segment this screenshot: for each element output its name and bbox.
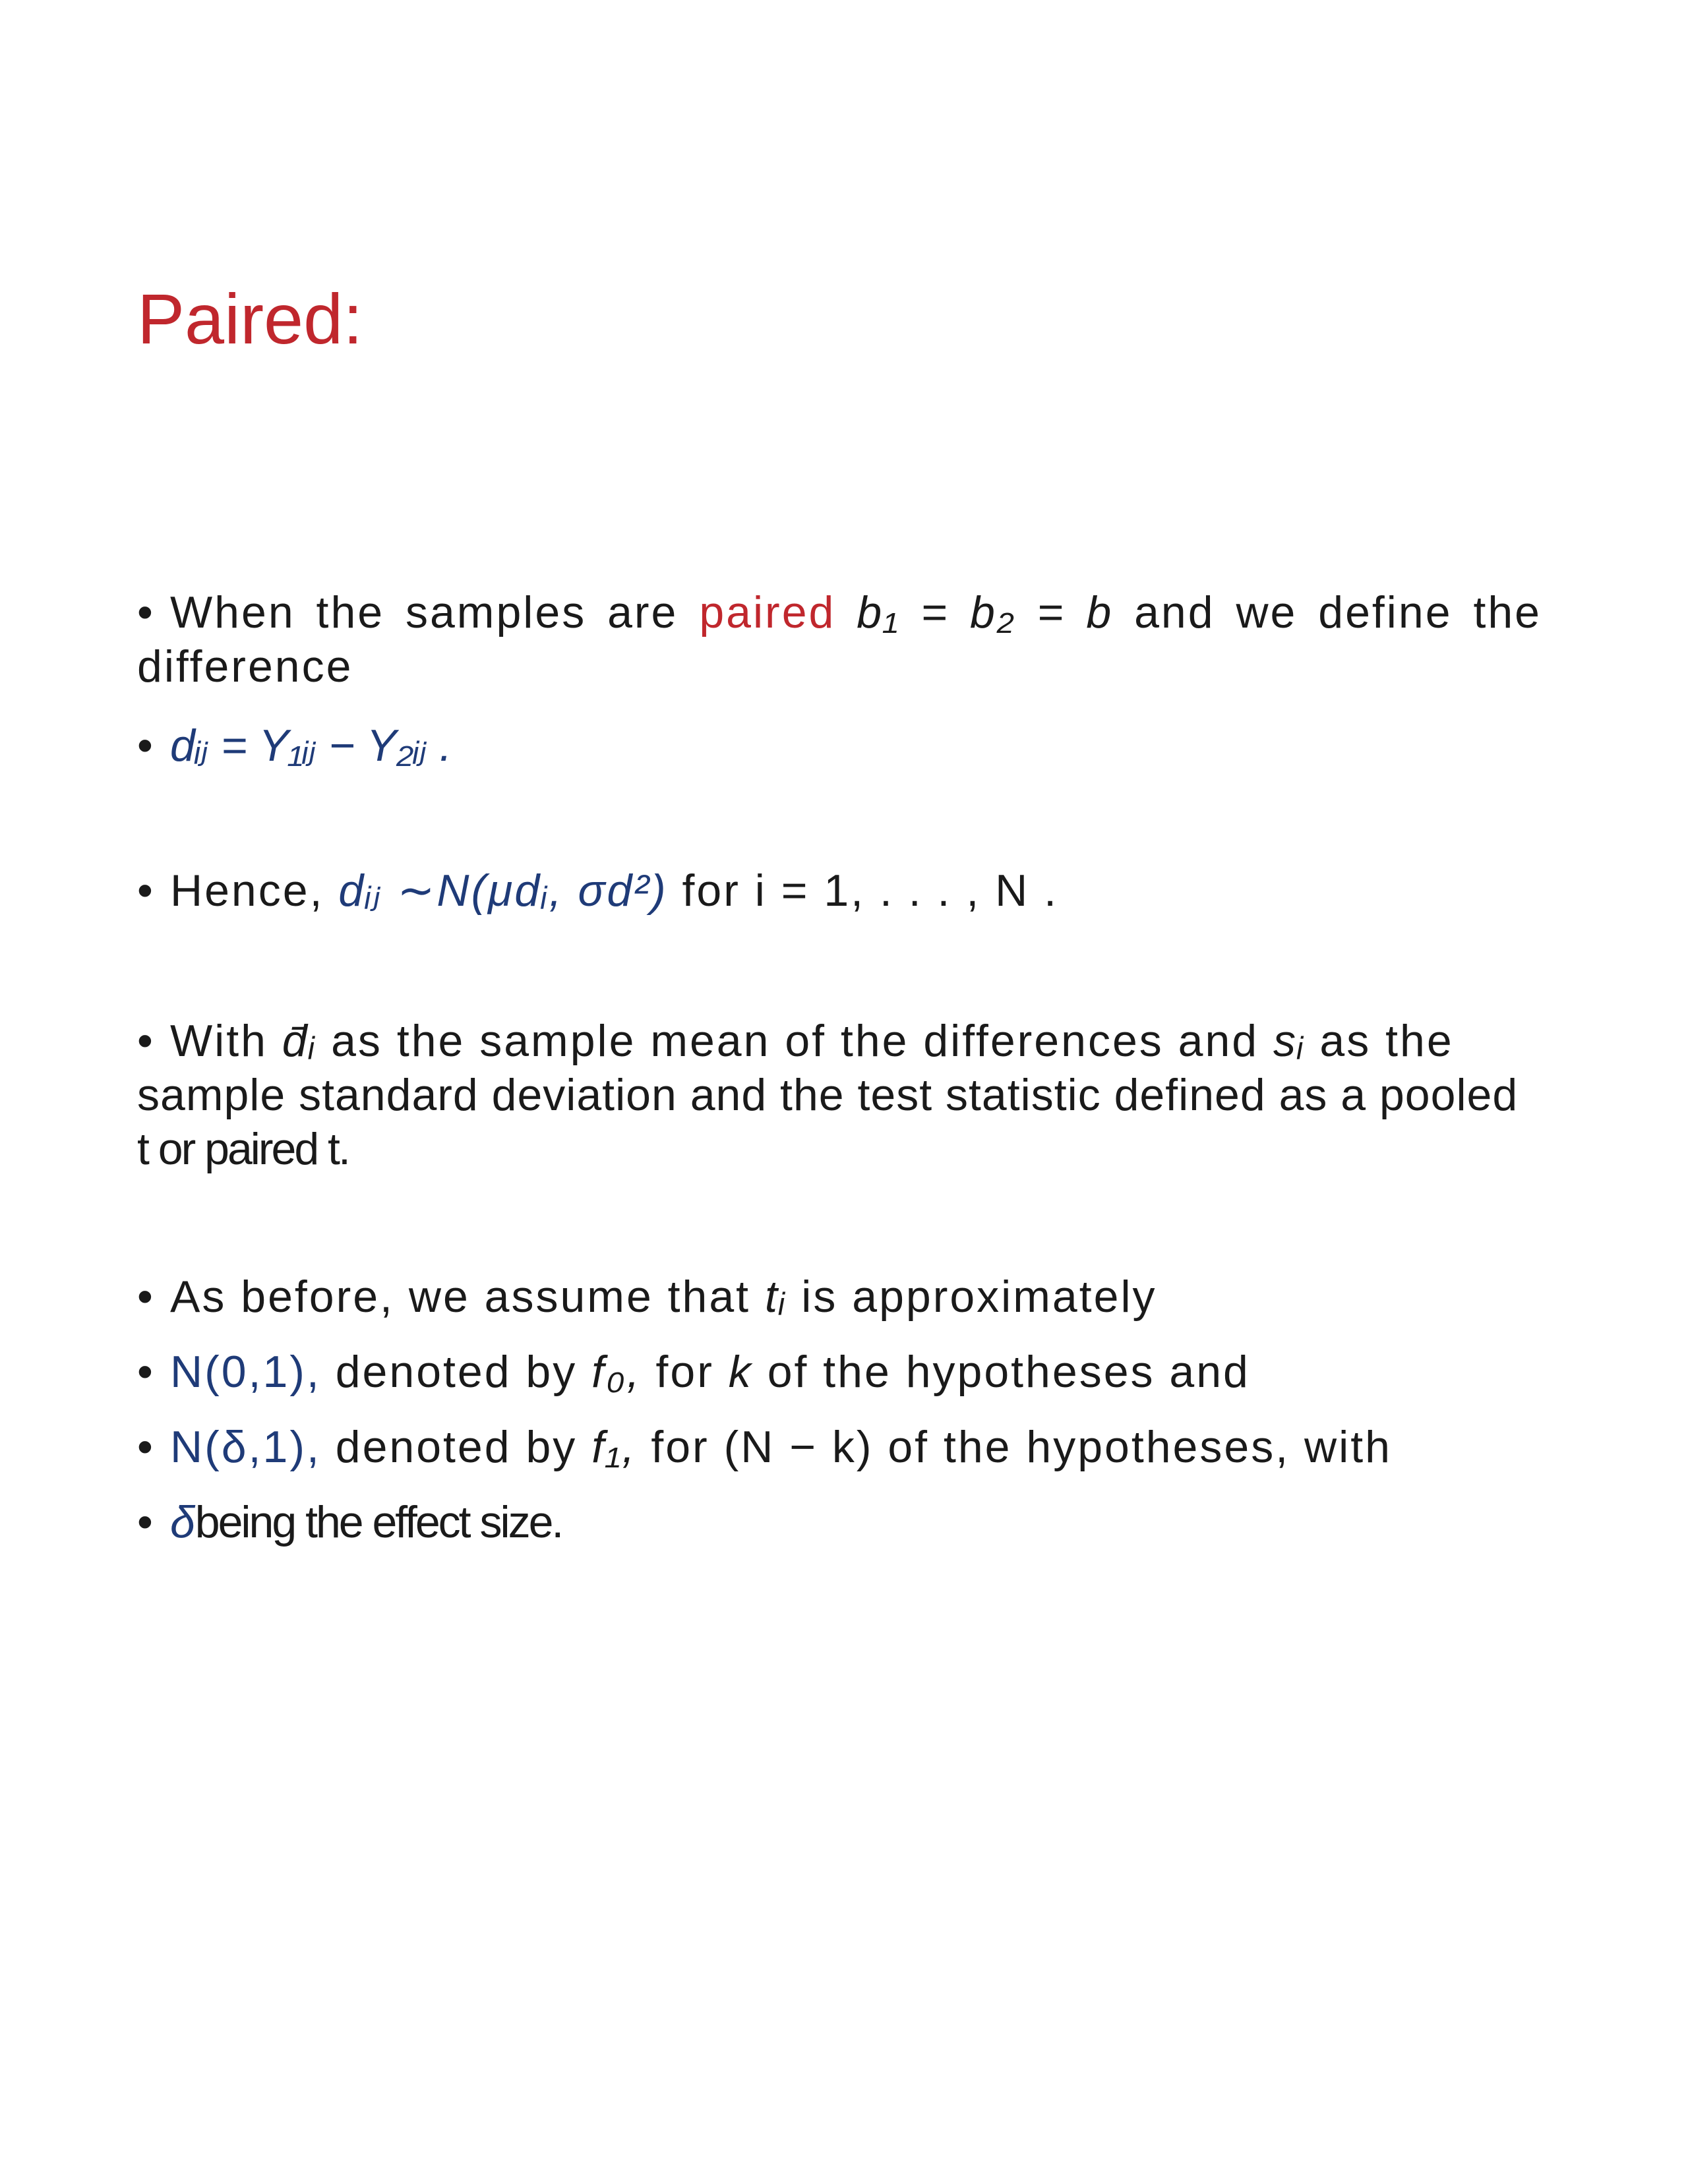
bullet-text-post: is approximately bbox=[801, 1272, 1157, 1322]
bullet-text-pre: denoted by bbox=[335, 1347, 578, 1397]
slide-title: Paired: bbox=[137, 279, 363, 359]
bullet-text-pre: When the samples are bbox=[170, 587, 678, 637]
bullet-text-mid: as the sample mean of the differences and bbox=[331, 1016, 1259, 1066]
bullet-null-distribution bbox=[137, 1345, 1542, 1399]
bullet-difference-equation bbox=[137, 719, 1542, 773]
bullet-paired-definition bbox=[137, 585, 1542, 694]
symbol-f1: f₁, bbox=[591, 1422, 637, 1472]
bullet-text-post-1: as the bbox=[1319, 1016, 1454, 1066]
bullet-assumption bbox=[137, 1270, 1542, 1324]
bullet-marker: • bbox=[137, 1497, 153, 1547]
bullet-text-post: of the hypotheses and bbox=[767, 1347, 1250, 1397]
bullet-marker: • bbox=[137, 1272, 155, 1322]
bullet-text-post-3: t or paired t. bbox=[137, 1124, 349, 1174]
bullet-text-post: for (N − k) of the hypotheses, with bbox=[651, 1422, 1392, 1472]
bullet-text-post: and we define the difference bbox=[137, 587, 1542, 692]
bullet-text-post: for i = 1, . . . , N . bbox=[682, 866, 1059, 916]
keyword-paired: paired bbox=[699, 587, 836, 637]
bullet-marker: • bbox=[137, 721, 153, 771]
bullet-test-statistic bbox=[137, 1014, 1542, 1176]
symbol-t: tᵢ bbox=[764, 1272, 787, 1322]
bullet-effect-size bbox=[137, 1495, 1542, 1549]
bullet-text-post-2: sample standard deviation and the test statistic defined as a pooled bbox=[137, 1070, 1519, 1120]
bullet-marker: • bbox=[137, 1422, 155, 1472]
bullet-distribution bbox=[137, 864, 1542, 918]
bullet-marker: • bbox=[137, 866, 155, 916]
bullet-text-pre: denoted by bbox=[335, 1422, 578, 1472]
bullet-text-post: being the effect size. bbox=[195, 1497, 562, 1547]
bullet-marker: • bbox=[137, 1016, 155, 1066]
symbol-f0: f₀, bbox=[591, 1347, 642, 1397]
bullet-text-pre: With bbox=[170, 1016, 268, 1066]
equation-dij: dᵢⱼ = Y₁ᵢⱼ − Y₂ᵢⱼ . bbox=[170, 721, 452, 771]
equation-b: b₁ = b₂ = b bbox=[857, 587, 1114, 637]
symbol-delta: δ bbox=[170, 1497, 195, 1547]
symbol-d-bar: d̄ᵢ bbox=[282, 1016, 317, 1066]
symbol-s: sᵢ bbox=[1273, 1016, 1306, 1066]
bullet-text-mid: for bbox=[655, 1347, 714, 1397]
bullet-marker: • bbox=[137, 587, 155, 637]
bullet-alternative-distribution bbox=[137, 1420, 1542, 1474]
bullet-text-pre: Hence, bbox=[170, 866, 324, 916]
bullet-text-pre: As before, we assume that bbox=[170, 1272, 751, 1322]
bullet-marker: • bbox=[137, 1347, 155, 1397]
distribution-n01: N(0,1), bbox=[170, 1347, 321, 1397]
equation-normal-dist: dᵢⱼ ∼N(μdᵢ, σd²) bbox=[338, 866, 668, 916]
symbol-k: k bbox=[728, 1347, 753, 1397]
distribution-n-delta-1: N(δ,1), bbox=[170, 1422, 321, 1472]
